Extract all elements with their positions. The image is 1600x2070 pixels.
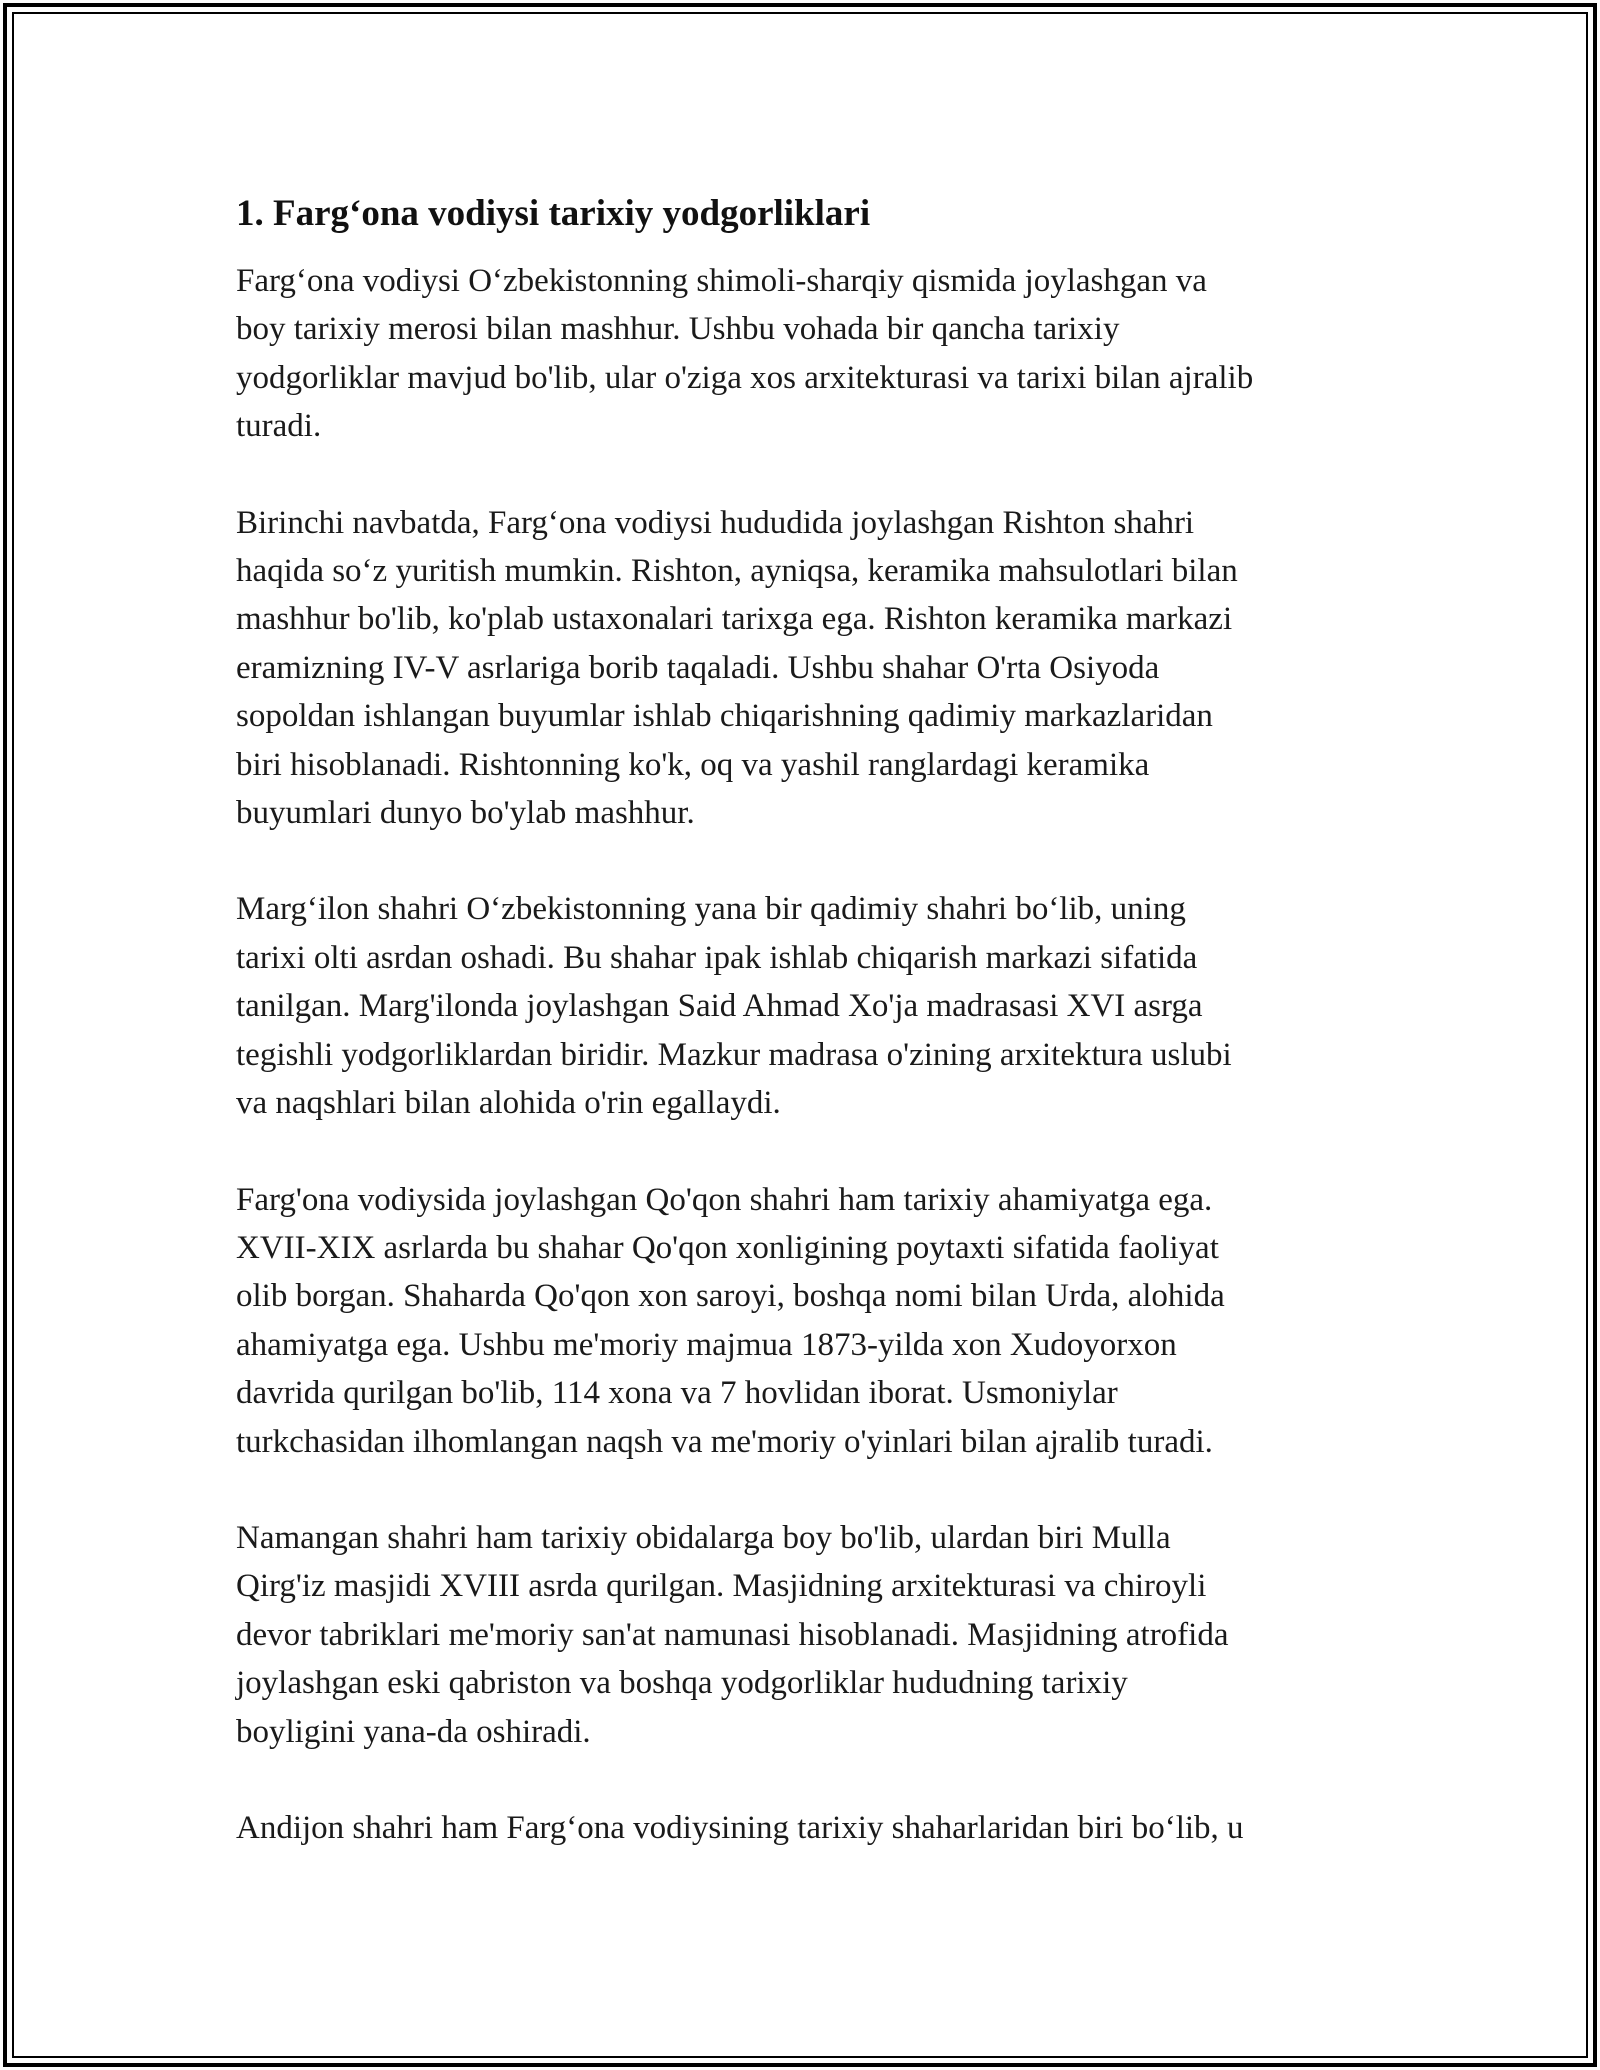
section-heading: 1. Farg‘ona vodiysi tarixiy yodgorliklari	[236, 193, 871, 234]
text-line: Marg‘ilon shahri O‘zbekistonning yana bir qadimiy shahri bo‘lib, uning	[236, 891, 1186, 928]
text-line: boy tarixiy merosi bilan mashhur. Ushbu vohada bir qancha tarixiy	[236, 311, 1120, 348]
text-line: turadi.	[236, 408, 322, 445]
text-line: tanilgan. Marg'ilonda joylashgan Said Ahmad Xo'ja madrasasi XVI asrga	[236, 988, 1203, 1025]
text-line: XVII-XIX asrlarda bu shahar Qo'qon xonligining poytaxti sifatida faoliyat	[236, 1229, 1219, 1266]
text-line: tegishli yodgorliklardan biridir. Mazkur madrasa o'zining arxitektura uslubi	[236, 1036, 1232, 1073]
text-line: boyligini yana-da oshiradi.	[236, 1713, 591, 1750]
paragraph-margilan	[236, 885, 1376, 1127]
text-line: ahamiyatga ega. Ushbu me'moriy majmua 1873-yilda xon Xudoyorxon	[236, 1326, 1177, 1363]
text-line: Farg‘ona vodiysi O‘zbekistonning shimoli-sharqiy qismida joylashgan va	[236, 263, 1207, 299]
text-line: devor tabriklari me'moriy san'at namunasi hisoblanadi. Masjidning atrofida	[236, 1616, 1229, 1653]
text-line: tarixi olti asrdan oshadi. Bu shahar ipak ishlab chiqarish markazi sifatida	[236, 939, 1198, 976]
text-line: va naqshlari bilan alohida o'rin egallaydi.	[236, 1085, 781, 1122]
text-line: biri hisoblanadi. Rishtonning ko'k, oq va yashil ranglardagi keramika	[236, 746, 1150, 783]
text-line: joylashgan eski qabriston va boshqa yodgorliklar hududning tarixiy	[236, 1665, 1128, 1702]
paragraph-kokand	[236, 1176, 1376, 1466]
text-line: olib borgan. Shaharda Qo'qon xon saroyi, boshqa nomi bilan Urda, alohida	[236, 1278, 1225, 1315]
paragraph-andijan	[236, 1804, 1376, 1852]
text-line: buyumlari dunyo bo'ylab mashhur.	[236, 795, 695, 832]
text-line: sopoldan ishlangan buyumlar ishlab chiqarishning qadimiy markazlaridan	[236, 698, 1213, 735]
text-line: haqida so‘z yuritish mumkin. Rishton, ayniqsa, keramika mahsulotlari bilan	[236, 553, 1238, 590]
text-line: yodgorliklar mavjud bo'lib, ular o'ziga xos arxitekturasi va tarixi bilan ajralib	[236, 359, 1254, 396]
text-line: eramizning IV-V asrlariga borib taqaladi. Ushbu shahar O'rta Osiyoda	[236, 649, 1160, 686]
document-body	[236, 186, 1376, 1900]
text-line: Namangan shahri ham tarixiy obidalarga boy bo'lib, ulardan biri Mulla	[236, 1519, 1171, 1556]
text-line: Andijon shahri ham Farg‘ona vodiysining tarixiy shaharlaridan biri bo‘lib, u	[236, 1809, 1244, 1846]
paragraph-namangan	[236, 1514, 1376, 1756]
paragraph-rishton	[236, 499, 1376, 838]
text-line: mashhur bo'lib, ko'plab ustaxonalari tarixga ega. Rishton keramika markazi	[236, 601, 1233, 638]
text-line: turkchasidan ilhomlangan naqsh va me'moriy o'yinlari bilan ajralib turadi.	[236, 1423, 1213, 1460]
paragraph-fergana-intro	[236, 257, 1376, 451]
text-line: Farg'ona vodiysida joylashgan Qo'qon shahri ham tarixiy ahamiyatga ega.	[236, 1181, 1213, 1218]
text-line: Birinchi navbatda, Farg‘ona vodiysi hududida joylashgan Rishton shahri	[236, 504, 1195, 541]
text-line: Qirg'iz masjidi XVIII asrda qurilgan. Masjidning arxitekturasi va chiroyli	[236, 1568, 1207, 1605]
text-line: davrida qurilgan bo'lib, 114 xona va 7 hovlidan iborat. Usmoniylar	[236, 1375, 1118, 1412]
